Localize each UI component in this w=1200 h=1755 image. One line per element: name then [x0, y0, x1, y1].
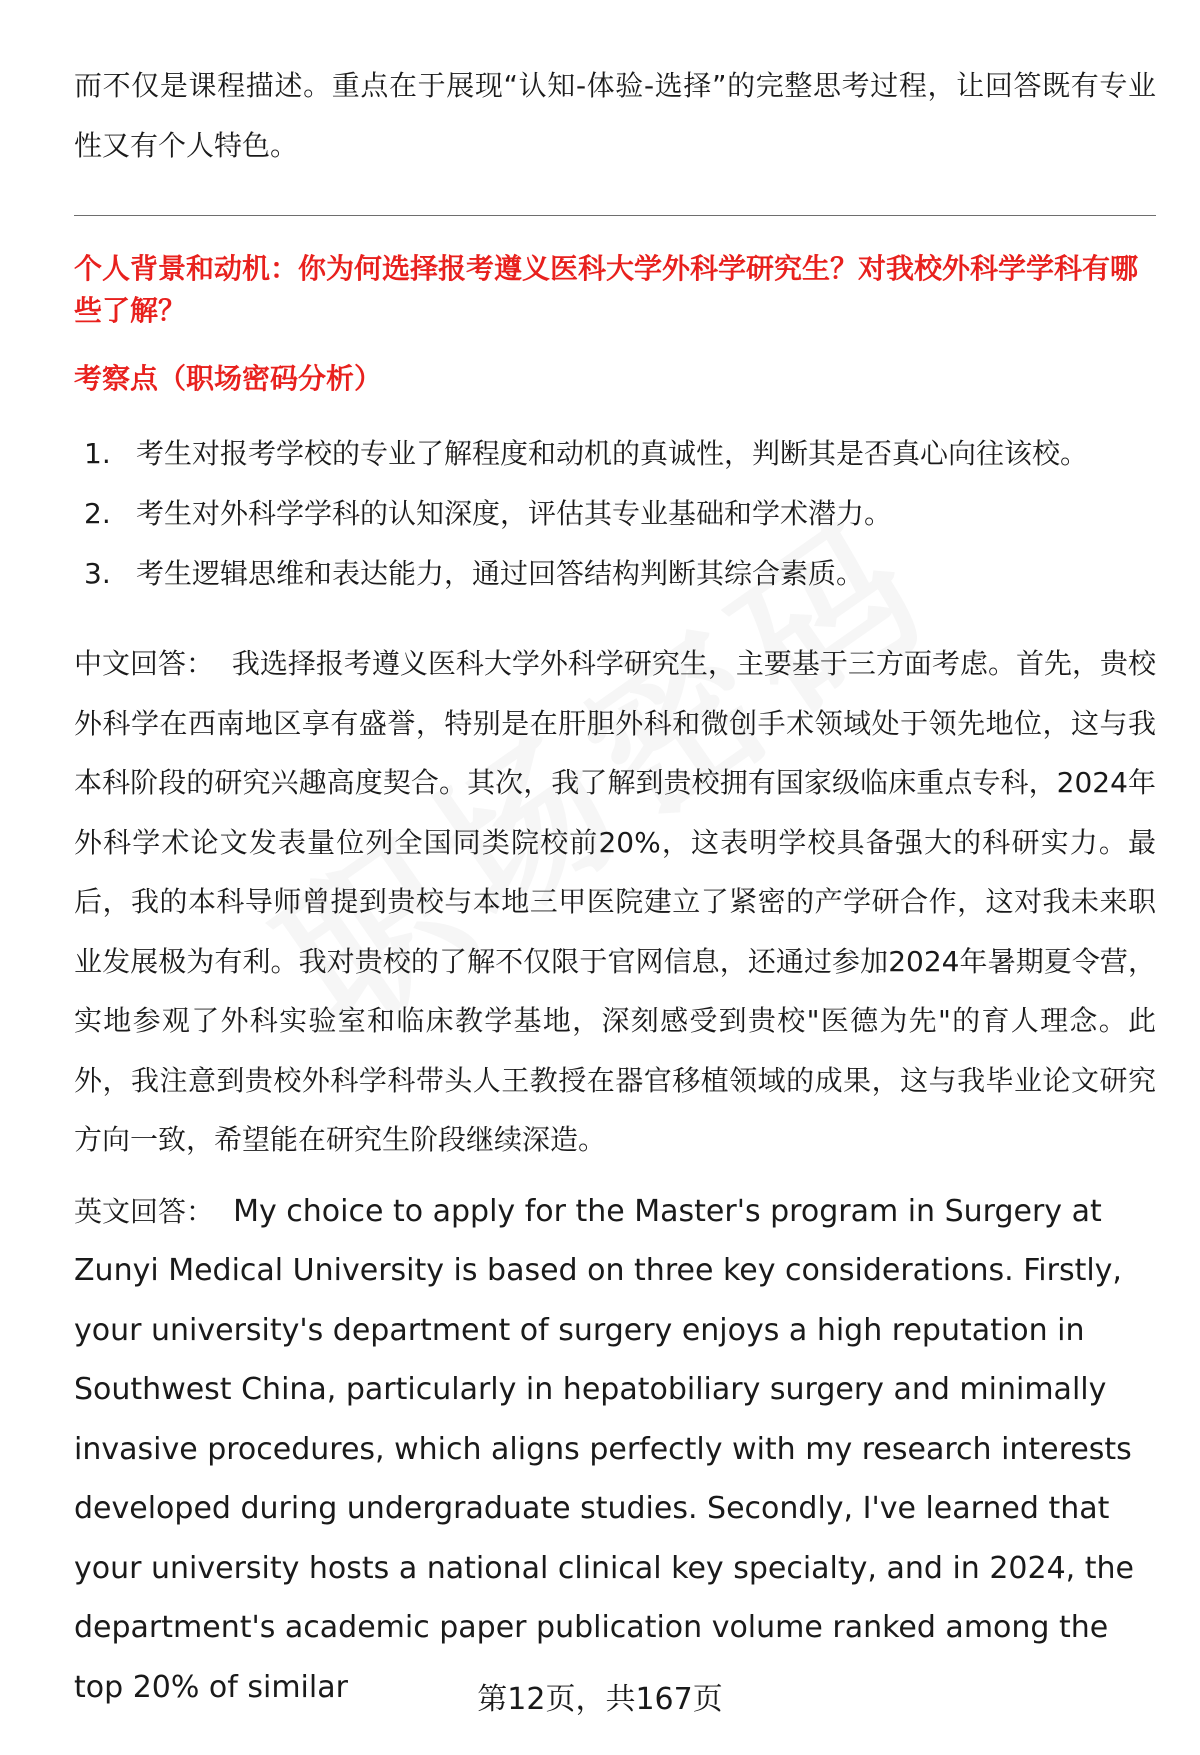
assessment-heading: 考察点（职场密码分析）	[74, 362, 383, 395]
assessment-point	[74, 484, 1156, 544]
point-text: 考生对报考学校的专业了解程度和动机的真诚性，判断其是否真心向往该校。	[136, 437, 1089, 470]
chinese-answer-label: 中文回答：	[74, 647, 215, 680]
chinese-answer	[74, 634, 1156, 1170]
point-text: 考生逻辑思维和表达能力，通过回答结构判断其综合素质。	[136, 557, 865, 590]
english-answer-label: 英文回答：	[74, 1194, 215, 1228]
assessment-points-list	[74, 424, 1156, 604]
point-text: 考生对外科学学科的认知深度，评估其专业基础和学术潜力。	[136, 497, 893, 530]
question-heading: 个人背景和动机：你为何选择报考遵义医科大学外科学研究生？对我校外科学学科有哪些了解？	[74, 252, 1139, 327]
page-footer: 第12页，共167页	[477, 1682, 723, 1717]
chinese-answer-text: 我选择报考遵义医科大学外科学研究生，主要基于三方面考虑。首先，贵校外科学在西南地区享有盛誉，特别是在肝胆外科和微创手术领域处于领先地位，这与我本科阶段的研究兴趣高度契合。其次，我了解到贵校拥有国家级临床重点专科，2024年外科学术论文发表量位列全国同类院校前20%，这表明学校具备强大的科研实力。最后，我的本科导师曾提到贵校与本地三甲医院建立了紧密的产学研合作，这对我未来职业发展极为有利。我对贵校的了解不仅限于官网信息，还通过参加2024年暑期夏令营，实地参观了外科实验室和临床教学基地，深刻感受到贵校"医德为先"的育人理念。此外，我注意到贵校外科学科带头人王教授在器官移植领域的成果，这与我毕业论文研究方向一致，希望能在研究生阶段继续深造。	[74, 647, 1156, 1156]
section-divider	[74, 215, 1156, 216]
english-answer-text: My choice to apply for the Master's program in Surgery at Zunyi Medical University is based on three key considerations. Firstly, your university's department of surgery enjoys a high reputation in Southwest China, particularly in hepatobiliary surgery and minimally invasive procedures, which aligns perfectly with my research interests developed during undergraduate studies. Secondly, I've learned that your university hosts a national clinical key specialty, and in 2024, the department's academic paper publication volume ranked among the top 20% of similar	[74, 1193, 1134, 1705]
assessment-point	[74, 424, 1156, 484]
intro-paragraph: 而不仅是课程描述。重点在于展现“认知-体验-选择”的完整思考过程，让回答既有专业性又有个人特色。	[74, 69, 1156, 162]
assessment-point	[74, 544, 1156, 604]
english-answer	[74, 1182, 1156, 1718]
point-number: 1.	[84, 437, 111, 470]
page-content	[74, 56, 1156, 1717]
point-number: 3.	[84, 557, 111, 590]
point-number: 2.	[84, 497, 111, 530]
